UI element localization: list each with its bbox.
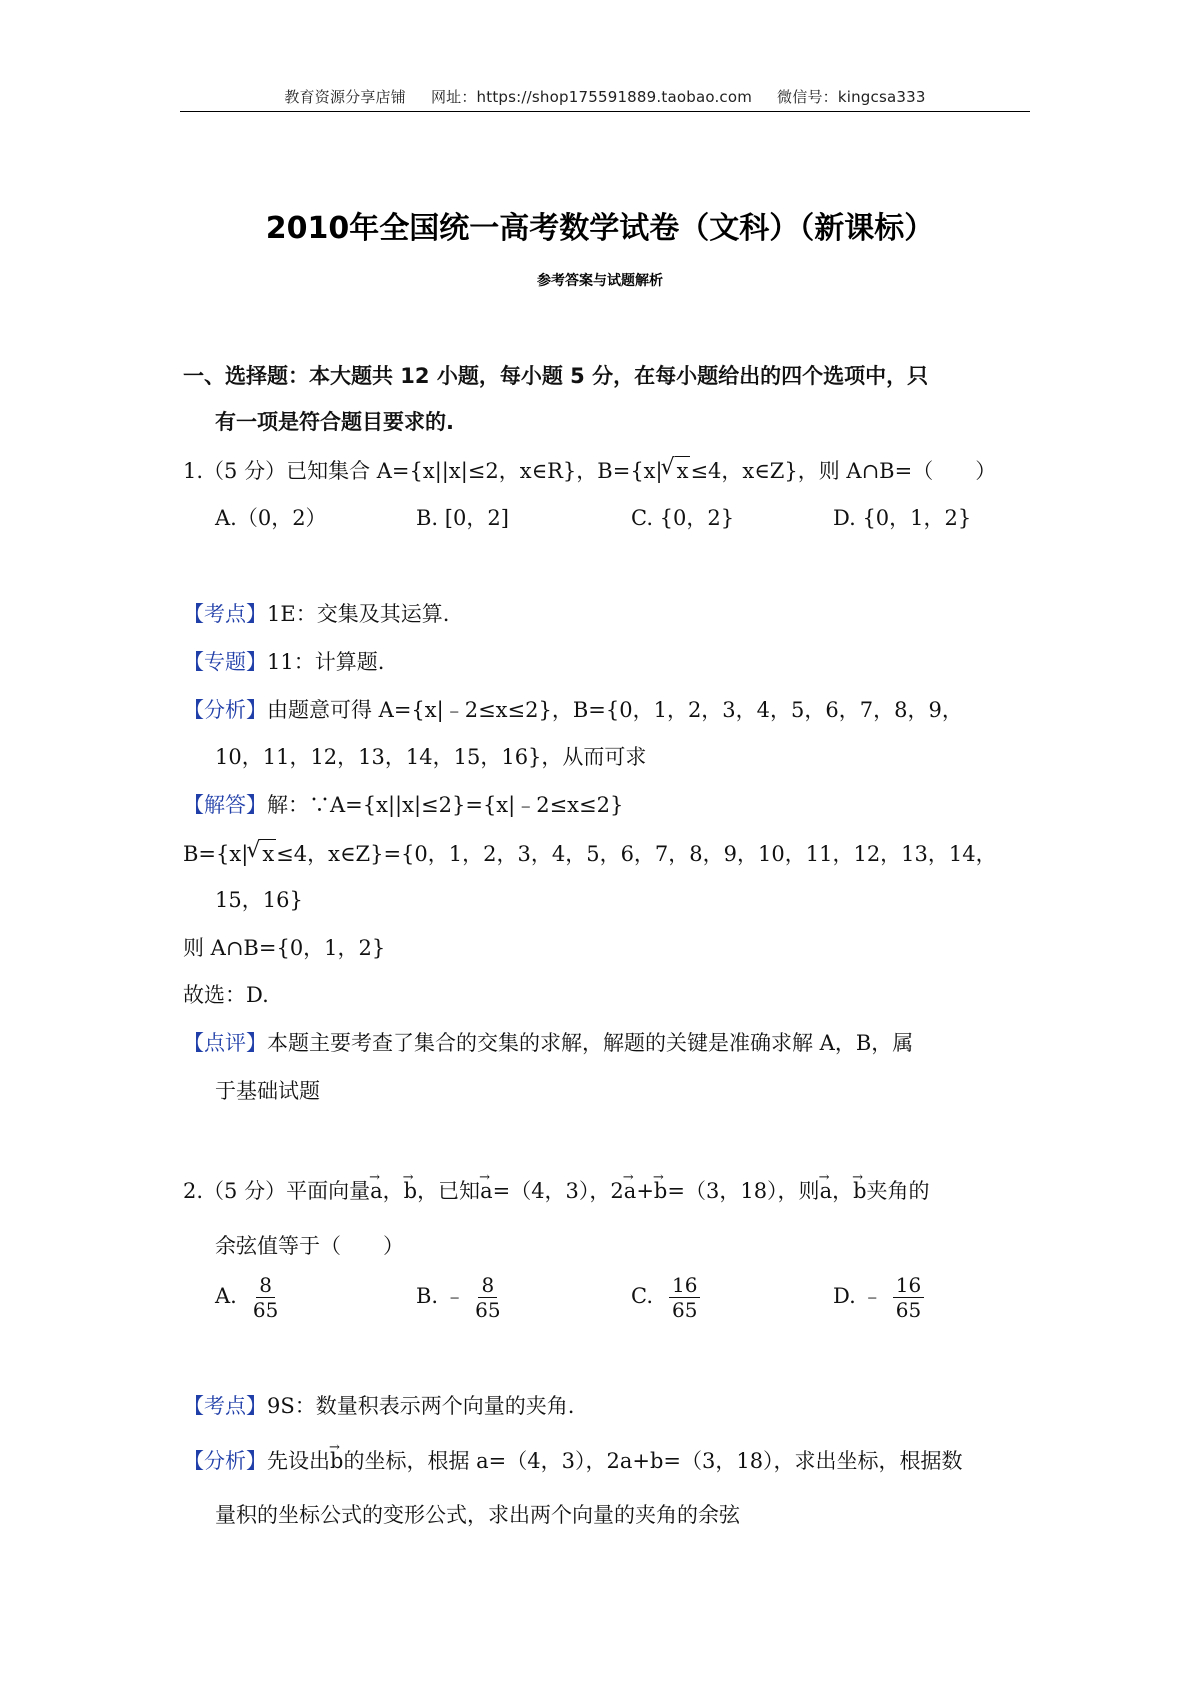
q1-stem — [183, 456, 996, 485]
page-title: 2010年全国统一高考数学试卷（文科）（新课标） — [265, 211, 935, 246]
q2-stem-part2: ，已知 — [417, 1179, 481, 1203]
zhuanti-tag: 【专题】 — [183, 650, 267, 674]
option-sign: ﹣ — [861, 1284, 883, 1308]
header-shop: 教育资源分享店铺 — [284, 88, 406, 106]
q2-fenxi-line2: 量积的坐标公式的变形公式，求出两个向量的夹角的余弦 — [215, 1503, 740, 1527]
q2-stem-part5: 夹角的 — [866, 1179, 930, 1203]
vector-b: → b — [404, 1177, 417, 1205]
page-subtitle: 参考答案与试题解析 — [537, 273, 663, 289]
q1-option-b: B. [0，2] — [416, 506, 509, 530]
q2-option-c — [631, 1273, 700, 1322]
vector-b: → b — [654, 1177, 667, 1205]
kaodian-tag: 【考点】 — [183, 602, 267, 626]
q1-fenxi — [183, 696, 963, 724]
q1-dianping — [183, 1029, 913, 1057]
q1-fenxi-line2: 10，11，12，13，14，15，16}，从而可求 — [215, 745, 647, 769]
option-label: A. — [215, 1284, 237, 1308]
q2-stem-line2: 余弦值等于（ ） — [215, 1234, 404, 1258]
q1-radicand: x — [675, 456, 691, 485]
header-divider — [180, 111, 1030, 112]
q1-stem-part1: 1.（5 分）已知集合 A={x||x|≤2，x∈R}，B={x| — [183, 459, 663, 483]
dianping-tag: 【点评】 — [183, 1031, 267, 1055]
option-label: D. — [833, 1284, 856, 1308]
sqrt-symbol: √ x — [246, 838, 275, 866]
q2-option-d — [833, 1273, 924, 1322]
page-header — [180, 86, 1030, 107]
kaodian-text: 9S：数量积表示两个向量的夹角. — [267, 1394, 575, 1418]
jieda-radicand: x — [260, 839, 276, 868]
q1-jieda — [183, 791, 623, 819]
fenxi-text-part1: 先设出 — [267, 1449, 330, 1473]
header-wechat: 微信号：kingcsa333 — [777, 88, 926, 106]
vector-a: → a — [370, 1177, 383, 1205]
q1-jieda-line4: 则 A∩B={0，1，2} — [183, 936, 386, 960]
fraction — [669, 1273, 700, 1322]
fenxi-tag: 【分析】 — [183, 1449, 267, 1473]
sqrt-symbol: √ x — [660, 455, 689, 483]
numerator: 16 — [893, 1273, 924, 1298]
option-label: B. — [416, 1284, 439, 1308]
jieda-tag: 【解答】 — [183, 793, 267, 817]
fraction — [475, 1273, 500, 1322]
fenxi-text: 由题意可得 A={x|﹣2≤x≤2}，B={0，1，2，3，4，5，6，7，8，9， — [267, 698, 963, 722]
q2-stem-part3: =（4，3），2 — [492, 1179, 624, 1203]
q1-option-a: A.（0，2） — [215, 506, 327, 530]
q2-fenxi — [183, 1447, 963, 1475]
section-heading-line1: 一、选择题：本大题共 12 小题，每小题 5 分，在每小题给出的四个选项中，只 — [183, 364, 929, 388]
vector-a: → a — [480, 1177, 493, 1205]
q1-option-c: C. {0，2} — [631, 506, 735, 530]
vector-a: → a — [624, 1177, 637, 1205]
kaodian-tag: 【考点】 — [183, 1394, 267, 1418]
option-label: C. — [631, 1284, 653, 1308]
section-heading-line2: 有一项是符合题目要求的. — [215, 410, 454, 434]
fenxi-text-part2: 的坐标，根据 a=（4，3），2a+b=（3，18），求出坐标，根据数 — [343, 1449, 963, 1473]
fenxi-tag: 【分析】 — [183, 698, 267, 722]
jieda-line2-part1: B={x| — [183, 842, 249, 866]
q1-kaodian — [183, 600, 449, 628]
fraction — [253, 1273, 278, 1322]
q2-plus: + — [636, 1179, 654, 1203]
q2-sep: ， — [832, 1179, 854, 1203]
vector-b: → b — [853, 1177, 866, 1205]
q1-option-d: D. {0，1，2} — [833, 506, 972, 530]
denominator: 65 — [672, 1298, 698, 1322]
q2-option-a — [215, 1273, 278, 1322]
q1-stem-part2: ≤4，x∈Z}，则 A∩B=（ ） — [690, 459, 997, 483]
q1-zhuanti — [183, 648, 384, 676]
denominator: 65 — [475, 1298, 501, 1322]
q1-jieda-line5: 故选：D. — [183, 983, 269, 1007]
q2-kaodian — [183, 1392, 574, 1420]
denominator: 65 — [895, 1298, 922, 1322]
q2-stem-part1: 2.（5 分）平面向量 — [183, 1179, 371, 1203]
header-url: 网址：https://shop175591889.taobao.com — [430, 88, 753, 106]
q2-sep: ， — [382, 1179, 404, 1203]
vector-a: → a — [820, 1177, 833, 1205]
numerator: 16 — [669, 1273, 700, 1298]
q2-stem — [183, 1177, 930, 1205]
q2-stem-part4: =（3，18），则 — [667, 1179, 820, 1203]
numerator: 8 — [256, 1273, 275, 1298]
dianping-text: 本题主要考查了集合的交集的求解，解题的关键是准确求解 A，B，属 — [267, 1031, 914, 1055]
kaodian-text: 1E：交集及其运算. — [267, 602, 450, 626]
q1-jieda-line3: 15，16} — [215, 888, 303, 912]
vector-b: → b — [330, 1447, 343, 1475]
jieda-line2-part2: ≤4，x∈Z}={0，1，2，3，4，5，6，7，8，9，10，11，12，13，14， — [276, 842, 997, 866]
q2-option-b — [416, 1273, 501, 1322]
option-sign: ﹣ — [444, 1284, 466, 1308]
denominator: 65 — [252, 1298, 279, 1322]
numerator: 8 — [478, 1273, 497, 1298]
jieda-text: 解：∵A={x||x|≤2}={x|﹣2≤x≤2} — [267, 793, 624, 817]
zhuanti-text: 11：计算题. — [267, 650, 385, 674]
q1-jieda-line2 — [183, 839, 997, 868]
q1-dianping-line2: 于基础试题 — [215, 1079, 320, 1103]
fraction — [893, 1273, 924, 1322]
